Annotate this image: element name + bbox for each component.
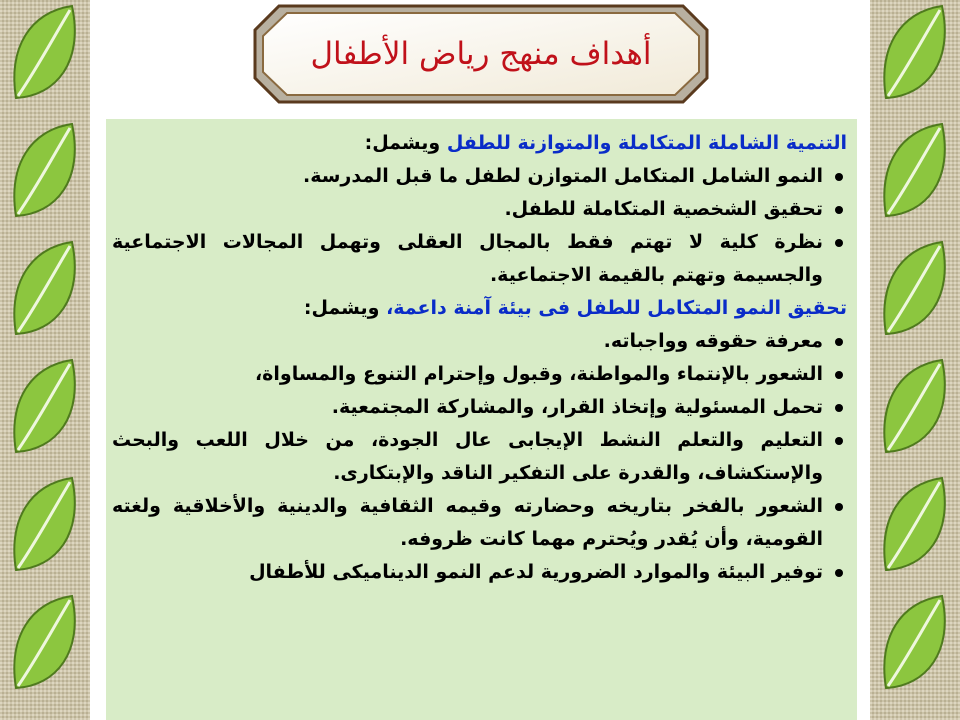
content-panel — [106, 119, 857, 720]
heading-tail-text: ويشمل: — [364, 132, 441, 154]
left-decor-strip — [0, 0, 90, 720]
leaf-icon — [872, 354, 958, 464]
bullet-item: الشعور بالإنتماء والمواطنة، وقبول وإحترام التنوع والمساواة، — [112, 358, 847, 391]
bullet-item: التعليم والتعلم النشط الإيجابى عال الجودة، من خلال اللعب والبحث والإستكشاف، والقدرة على التفكير الناقد والإبتكارى. — [112, 424, 847, 490]
bullet-item: النمو الشامل المتكامل المتوازن لطفل ما قبل المدرسة. — [112, 160, 847, 193]
bullet-item: الشعور بالفخر بتاريخه وحضارته وقيمه الثقافية والدينية والأخلاقية ولغته القومية، وأن يُقدر ويُحترم مهما كانت ظروفه. — [112, 490, 847, 556]
title-plaque — [253, 4, 709, 104]
leaf-icon — [872, 236, 958, 346]
heading-tail-text: ويشمل: — [303, 297, 380, 319]
leaf-icon — [2, 118, 88, 228]
heading-main-text: التنمية الشاملة المتكاملة والمتوازنة للطفل — [446, 132, 847, 154]
bullet-item: تحمل المسئولية وإتخاذ القرار، والمشاركة المجتمعية. — [112, 391, 847, 424]
section-heading — [112, 127, 847, 160]
leaf-icon — [872, 590, 958, 700]
leaf-icon — [2, 472, 88, 582]
leaf-icon — [872, 472, 958, 582]
leaf-icon — [2, 0, 88, 110]
heading-main-text: تحقيق النمو المتكامل للطفل فى بيئة آمنة داعمة، — [386, 297, 847, 319]
bullet-item: معرفة حقوقه وواجباته. — [112, 325, 847, 358]
leaf-icon — [872, 118, 958, 228]
content-body — [112, 127, 847, 589]
page-title: أهداف منهج رياض الأطفال — [310, 36, 652, 72]
leaf-icon — [2, 236, 88, 346]
bullet-item: تحقيق الشخصية المتكاملة للطفل. — [112, 193, 847, 226]
bullet-item: نظرة كلية لا تهتم فقط بالمجال العقلى وتهمل المجالات الاجتماعية والجسيمة وتهتم بالقيمة الاجتماعية. — [112, 226, 847, 292]
bullet-item: توفير البيئة والموارد الضرورية لدعم النمو الديناميكى للأطفال — [112, 556, 847, 589]
section-heading — [112, 292, 847, 325]
leaf-icon — [2, 590, 88, 700]
right-decor-strip — [870, 0, 960, 720]
leaf-icon — [872, 0, 958, 110]
leaf-icon — [2, 354, 88, 464]
